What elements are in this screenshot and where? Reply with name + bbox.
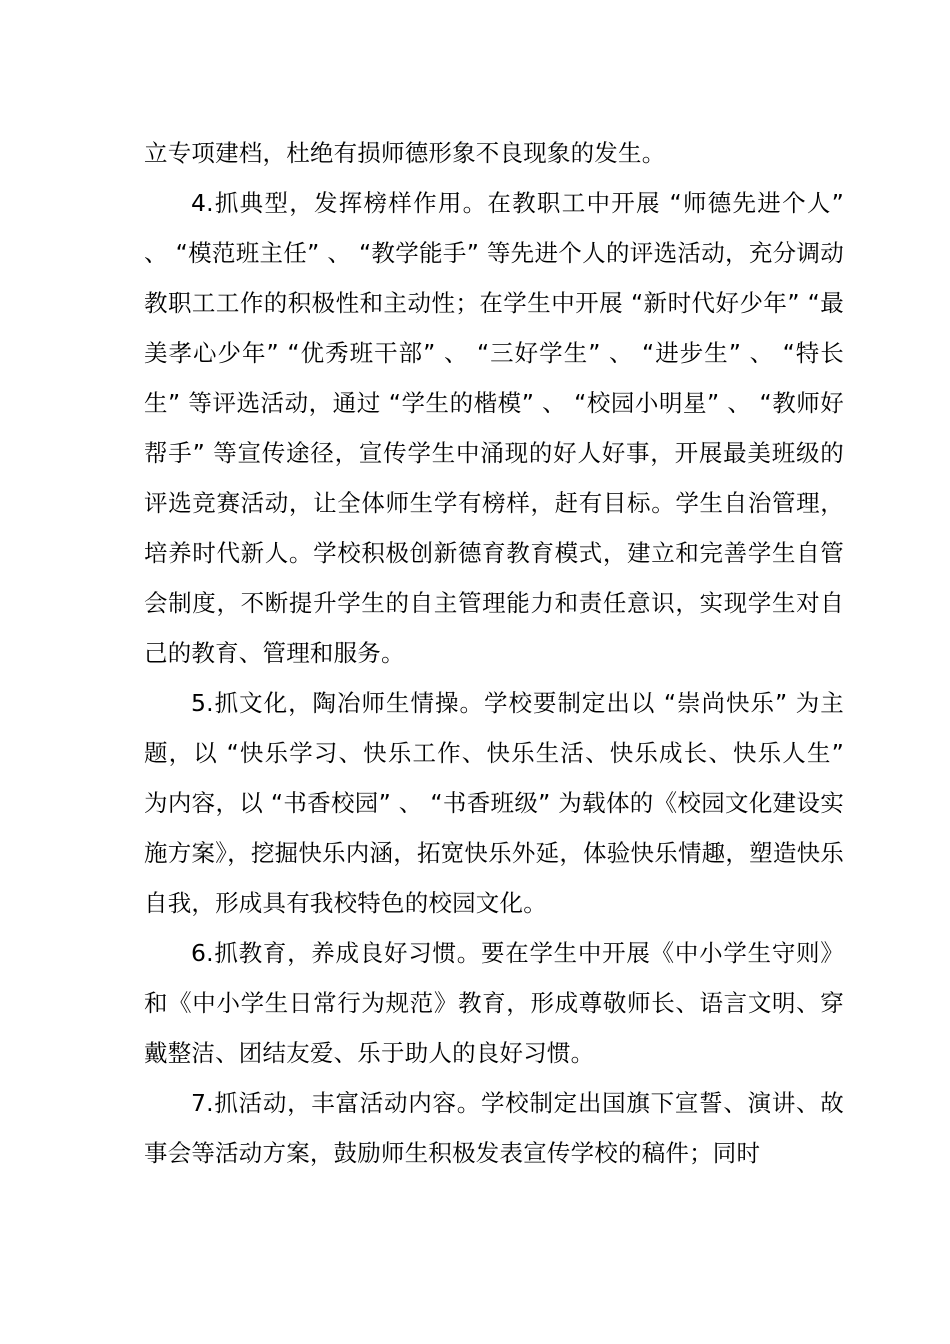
document-body <box>144 128 844 1178</box>
paragraph-item-5: 5.抓文化，陶冶师生情操。学校要制定出以 “崇尚快乐” 为主题，以 “快乐学习、快乐工作、快乐生活、快乐成长、快乐人生” 为内容，以 “书香校园” 、 “书香班级” 为载体的《校园文化建设实施方案》，挖掘快乐内涵，拓宽快乐外延，体验快乐情趣，塑造快乐自我，形成具有我校特色的校园文化。 <box>144 689 844 917</box>
paragraph-item-4: 4.抓典型，发挥榜样作用。在教职工中开展 “师德先进个人” 、 “模范班主任” 、 “教学能手” 等先进个人的评选活动，充分调动教职工工作的积极性和主动性；在学生中开展 “新时代好少年” “最美孝心少年” “优秀班干部” 、 “三好学生” 、 “进步生” 、 “特长生” 等评选活动，通过 “学生的楷模” 、 “校园小明星” 、 “教师好帮手” 等宣传途径，宣传学生中涌现的好人好事，开展最美班级的评选竞赛活动，让全体师生学有榜样，赶有目标。学生自治管理，培养时代新人。学校积极创新德育教育模式，建立和完善学生自管会制度，不断提升学生的自主管理能力和责任意识，实现学生对自己的教育、管理和服务。 <box>144 189 844 667</box>
paragraph-item-6: 6.抓教育，养成良好习惯。要在学生中开展《中小学生守则》和《中小学生日常行为规范》教育，形成尊敬师长、语言文明、穿戴整洁、团结友爱、乐于助人的良好习惯。 <box>144 939 844 1067</box>
paragraph-item-7: 7.抓活动，丰富活动内容。学校制定出国旗下宣誓、演讲、故事会等活动方案，鼓励师生积极发表宣传学校的稿件；同时 <box>144 1089 844 1167</box>
paragraph-continuation: 立专项建档，杜绝有损师德形象不良现象的发生。 <box>144 139 666 167</box>
